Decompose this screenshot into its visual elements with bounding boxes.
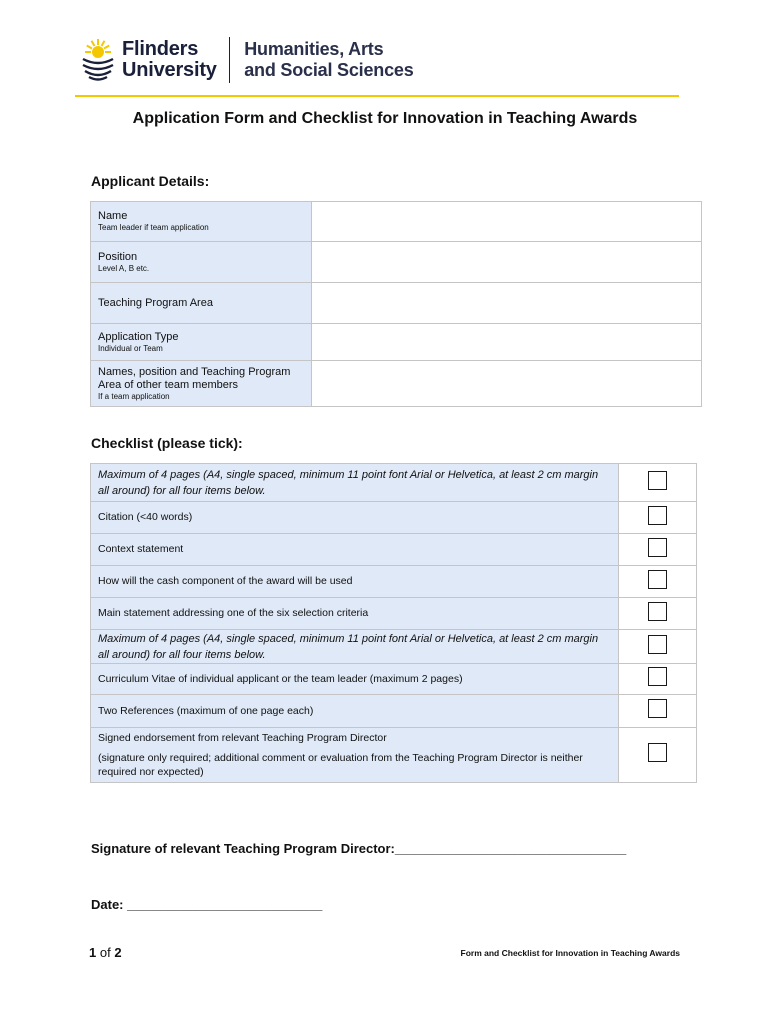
logo-divider [229,37,231,83]
team-members-sublabel: If a team application [98,391,170,401]
team-members-input[interactable] [312,361,702,407]
checklist-table [90,463,697,783]
page-total: 2 [114,945,122,960]
name-sublabel: Team leader if team application [98,223,209,232]
footer-doc-title: Form and Checklist for Innovation in Teaching Awards [460,948,680,958]
checklist-row [91,464,697,502]
position-label: Position [98,250,138,263]
checkbox[interactable] [648,743,667,762]
application-type-label: Application Type [98,330,179,343]
applicant-table [90,201,702,407]
checklist-cell [619,695,697,728]
signature-field[interactable]: Signature of relevant Teaching Program Director:________________________________ [91,841,627,856]
applicant-heading: Applicant Details: [91,173,210,189]
page-title: Application Form and Checklist for Innovation in Teaching Awards [132,110,638,127]
position-input[interactable] [312,242,702,283]
checklist-row [91,630,697,664]
checklist-cell [619,502,697,534]
checklist-item-text: Citation (<40 words) [91,502,619,534]
checklist-item-text: Maximum of 4 pages (A4, single spaced, minimum 11 point font Arial or Helvetica, at least 2 cm margin all around) for all four items below. [91,464,619,502]
applicant-row-program-area [91,283,702,324]
checklist-item-text: Context statement [91,534,619,566]
checklist-cell [619,630,697,664]
checklist-cell [619,534,697,566]
applicant-label-cell [91,324,312,361]
applicant-label-cell [91,283,312,324]
checklist-row [91,728,697,783]
checkbox[interactable] [648,635,667,654]
checklist-heading: Checklist (please tick): [91,435,243,451]
checklist-item-note: (signature only required; additional comment or evaluation from the Teaching Program Director is neither required nor expected) [98,752,583,778]
name-input[interactable] [312,202,702,242]
applicant-row-team-members [91,361,702,407]
application-type-input[interactable] [312,324,702,361]
checkbox[interactable] [648,471,667,490]
applicant-label-cell [91,242,312,283]
applicant-row-type [91,324,702,361]
checkbox[interactable] [648,667,667,686]
header-rule [75,95,679,97]
checklist-cell [619,728,697,783]
checklist-row [91,598,697,630]
checklist-row [91,695,697,728]
checklist-item-text: Signed endorsement from relevant Teaching Program Director [98,732,387,744]
checklist-row [91,534,697,566]
applicant-label-cell [91,202,312,242]
applicant-label-cell [91,361,312,407]
flinders-logo [80,36,414,84]
checklist-item-text: Main statement addressing one of the six selection criteria [91,598,619,630]
university-name [122,39,217,81]
page-number [89,945,122,960]
checkbox[interactable] [648,538,667,557]
checkbox[interactable] [648,602,667,621]
checklist-item-cell [91,728,619,783]
applicant-row-name [91,202,702,242]
page-of: of [99,945,111,960]
checklist-cell [619,664,697,695]
logo-line-1: Flinders [122,38,199,60]
faculty-name [244,39,413,81]
checklist-cell [619,464,697,502]
team-members-label: Names, position and Teaching Program Area of other team members [98,365,291,391]
page-current: 1 [89,945,97,960]
logo-line-2: University [122,59,217,81]
faculty-line-2: and Social Sciences [244,60,414,80]
checklist-row [91,502,697,534]
checkbox[interactable] [648,506,667,525]
applicant-row-position [91,242,702,283]
name-label: Name [98,210,128,222]
checkbox[interactable] [648,699,667,718]
checklist-item-text: How will the cash component of the award will be used [91,566,619,598]
checklist-item-text: Two References (maximum of one page each) [91,695,619,728]
checklist-row [91,664,697,695]
checklist-item-text: Maximum of 4 pages (A4, single spaced, minimum 11 point font Arial or Helvetica, at least 2 cm margin all around) for all four items below. [91,630,619,664]
program-area-label: Teaching Program Area [98,296,213,309]
checklist-cell [619,598,697,630]
checklist-item-text: Curriculum Vitae of individual applicant or the team leader (maximum 2 pages) [91,664,619,695]
checklist-cell [619,566,697,598]
program-area-input[interactable] [312,283,702,324]
date-field[interactable]: Date: ___________________________ [91,897,323,912]
position-sublabel: Level A, B etc. [98,263,150,273]
checkbox[interactable] [648,570,667,589]
application-type-sublabel: Individual or Team [98,343,163,353]
faculty-line-1: Humanities, Arts [244,39,384,59]
checklist-row [91,566,697,598]
flinders-sun-icon [80,38,116,82]
